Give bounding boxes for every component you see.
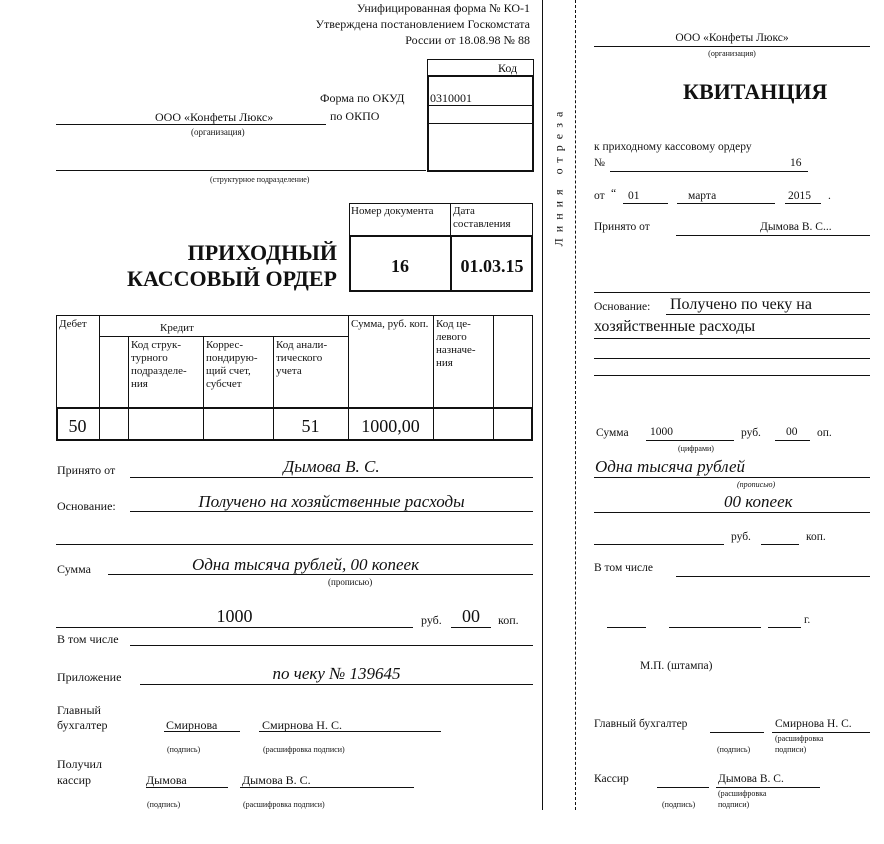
figures-caption: (цифрами) (678, 444, 714, 453)
sum-number-value: 1000 (216, 606, 253, 626)
form-header-line-3: России от 18.08.98 № 88 (405, 33, 530, 47)
form-header-line-1: Унифицированная форма № КО-1 (356, 1, 530, 15)
form-header-line-2: Утверждена постановлением Госкомстата (315, 17, 530, 31)
order-ref-label: к приходному кассовому ордеру (594, 141, 752, 153)
kop-value: 00 (462, 606, 480, 626)
receipt-kop-value: 00 (786, 426, 798, 438)
cashier-signature-caption: (подпись) (147, 800, 181, 809)
received-by-label-2: кассир (57, 773, 92, 787)
year-value: 2015 (788, 190, 811, 202)
date-quote: “ (611, 188, 617, 200)
subdivision-caption: (структурное подразделение) (210, 175, 310, 184)
target-code-header: Код це-левого назначе-ния (436, 318, 476, 369)
chief-signature: Смирнова (166, 718, 218, 732)
receipt-chief-label: Главный бухгалтер (594, 718, 688, 730)
receipt-cashier-decoding: Дымова В. С. (718, 773, 784, 785)
receipt-received-from-value: Дымова В. С... (760, 221, 832, 233)
receipt-title: КВИТАНЦИЯ (683, 79, 828, 104)
sum-value: 1000,00 (361, 416, 420, 436)
okud-value: 0310001 (430, 91, 472, 105)
stamp-label: М.П. (штампа) (640, 660, 713, 672)
organization-caption: (организация) (191, 127, 245, 137)
chief-signature-caption: (подпись) (167, 745, 201, 754)
organization-value: ООО «Конфеты Люкс» (155, 110, 274, 124)
receipt-received-from-label: Принято от (594, 221, 650, 233)
receipt-cashier-label: Кассир (594, 773, 629, 785)
cut-line-solid (542, 0, 543, 810)
credit-header: Кредит (160, 322, 194, 334)
receipt-rub-label-2: руб. (731, 531, 751, 543)
debit-value: 50 (68, 416, 87, 436)
attachment-value: по чеку № 139645 (272, 664, 401, 683)
receipt-sum-label: Сумма (596, 427, 629, 439)
sum-words-value: Одна тысяча рублей, 00 копеек (191, 555, 420, 574)
receipt-sum-words: Одна тысяча рублей (595, 457, 745, 476)
receipt-basis-line2: хозяйственные расходы (594, 318, 756, 335)
analytic-code-header: Код анали-тического учета (276, 339, 328, 377)
received-by-label-1: Получил (57, 757, 102, 771)
in-words-caption: (прописью) (328, 577, 373, 587)
day-value: 01 (628, 190, 640, 202)
including-label: В том числе (57, 632, 119, 646)
chief-decoding: Смирнова Н. С. (262, 718, 342, 732)
month-value: марта (688, 190, 717, 202)
receipt-basis-line1: Получено по чеку на (670, 296, 812, 313)
receipt-organization-value: ООО «Конфеты Люкс» (675, 32, 789, 44)
receipt-rub-label: руб. (741, 427, 761, 439)
number-label: № (594, 157, 605, 169)
chief-accountant-label-2: бухгалтер (57, 718, 108, 732)
okpo-label: по ОКПО (330, 109, 380, 123)
receipt-number-value: 16 (790, 157, 802, 169)
cut-line-label: Линия отреза (551, 105, 566, 247)
cashier-decoding-caption: (расшифровка подписи) (243, 800, 325, 809)
sum-label: Сумма (57, 562, 91, 576)
rub-label: руб. (421, 613, 442, 627)
doc-date-header: Дата составления (453, 205, 511, 230)
receipt-cashier-signature-caption: (подпись) (662, 800, 696, 809)
received-from-value: Дымова В. С. (283, 457, 380, 476)
received-from-label: Принято от (57, 463, 116, 477)
receipt-chief-decoding-caption-1: (расшифровка (775, 734, 824, 743)
chief-accountant-label-1: Главный (57, 703, 101, 717)
analytic-value: 51 (301, 416, 320, 436)
receipt-chief-decoding: Смирнова Н. С. (775, 718, 852, 730)
receipt-chief-decoding-caption-2: подписи) (775, 745, 807, 754)
order-title-line2: КАССОВЫЙ ОРДЕР (127, 266, 337, 291)
basis-label: Основание: (57, 499, 116, 513)
receipt-organization-caption: (организация) (708, 49, 756, 58)
receipt-including-label: В том числе (594, 562, 653, 574)
year-suffix: г. (804, 614, 811, 626)
code-header: Код (498, 61, 518, 75)
receipt-kopecks-words: 00 копеек (724, 492, 793, 511)
doc-number-header: Номер документа (351, 205, 434, 217)
doc-date-value: 01.03.15 (460, 256, 524, 276)
date-dot: . (828, 190, 831, 202)
receipt-kop-label: оп. (817, 427, 832, 439)
receipt-cashier-decoding-caption-1: (расшифровка (718, 789, 767, 798)
receipt-chief-signature-caption: (подпись) (717, 745, 751, 754)
receipt-sum-value: 1000 (650, 426, 673, 438)
receipt-cashier-decoding-caption-2: подписи) (718, 800, 750, 809)
attachment-label: Приложение (57, 670, 122, 684)
struct-code-header: Код струк-турного подразделе-ния (131, 339, 187, 390)
kop-label: коп. (498, 613, 519, 627)
cashier-signature: Дымова (146, 773, 187, 787)
cashier-decoding: Дымова В. С. (242, 773, 311, 787)
basis-value: Получено на хозяйственные расходы (198, 492, 465, 511)
doc-number-value: 16 (391, 256, 409, 276)
receipt-basis-label: Основание: (594, 301, 651, 313)
chief-decoding-caption: (расшифровка подписи) (263, 745, 345, 754)
date-from-label: от (594, 190, 605, 202)
okud-label: Форма по ОКУД (320, 91, 405, 105)
order-title-line1: ПРИХОДНЫЙ (187, 240, 337, 265)
debit-header: Дебет (59, 318, 87, 330)
corr-account-header: Коррес-пондирую-щий счет, субсчет (206, 339, 258, 390)
receipt-kop-label-2: коп. (806, 531, 826, 543)
receipt-in-words-caption: (прописью) (737, 480, 776, 489)
sum-header: Сумма, руб. коп. (351, 318, 429, 330)
cut-line-dashed (575, 0, 576, 810)
